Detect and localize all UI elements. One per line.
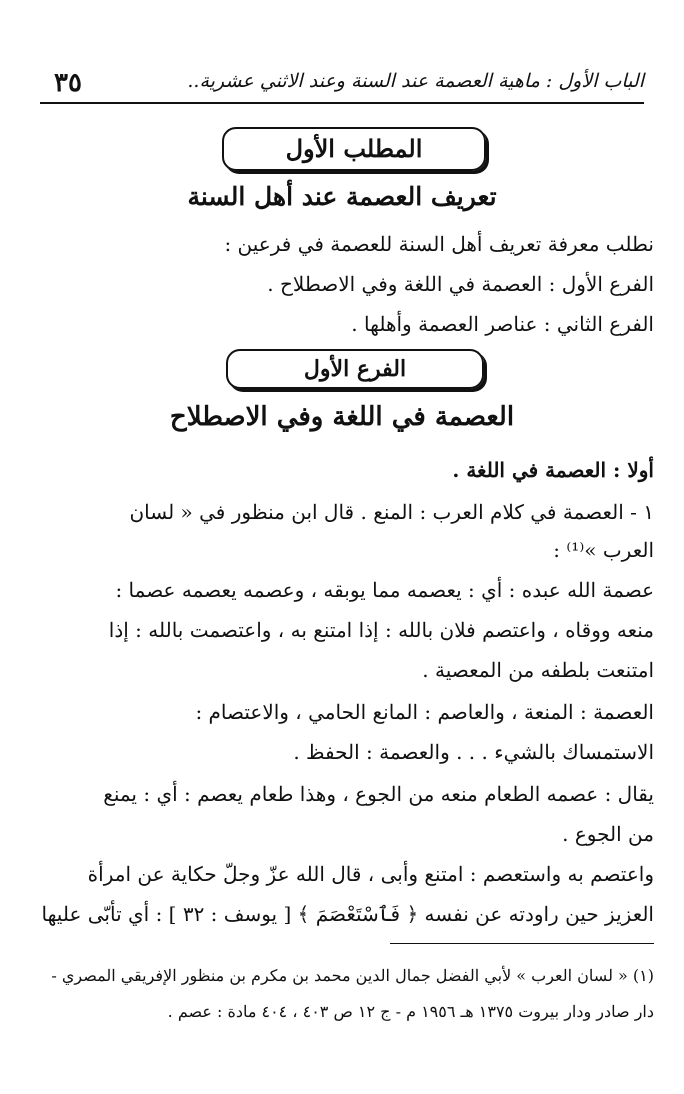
intro-line: نطلب معرفة تعريف أهل السنة للعصمة في فرعين : <box>224 232 654 256</box>
body-line: عصمة الله عبده : أي : يعصمه مما يوبقه ، وعصمه يعصمه عصما : <box>115 578 654 602</box>
running-title: الباب الأول : ماهية العصمة عند السنة وعند الاثني عشرية.. <box>187 70 644 92</box>
body-line: العصمة : المنعة ، والعاصم : المانع الحامي ، والاعتصام : <box>195 700 654 724</box>
body-line: العزيز حين راودته عن نفسه ﴿ فَٱسْتَعْصَمَ ﴾ [ يوسف : ٣٢ ] : أي تأبّى عليها <box>41 902 654 926</box>
body-line: ١ - العصمة في كلام العرب : المنع . قال ابن منظور في « لسان <box>129 500 654 524</box>
header-rule <box>40 102 644 104</box>
section-heading-language: العصمة في اللغة وفي الاصطلاح <box>169 402 515 432</box>
footnote-line: (١) « لسان العرب » لأبي الفضل جمال الدين محمد بن مكرم بن منظور الإفريقي المصري - <box>51 966 654 985</box>
intro-line: الفرع الأول : العصمة في اللغة وفي الاصطلاح . <box>267 272 654 296</box>
subheading: أولا : العصمة في اللغة . <box>452 458 654 482</box>
section-box-far: الفرع الأول <box>226 349 484 389</box>
footnote-line: دار صادر ودار بيروت ١٣٧٥ هـ ١٩٥٦ م - ج ١٢ ص ٤٠٣ ، ٤٠٤ مادة : عصم . <box>167 1002 654 1021</box>
body-line: امتنعت بلطفه من المعصية . <box>422 658 654 682</box>
page-header <box>40 62 644 112</box>
body-line: يقال : عصمه الطعام منعه من الجوع ، وهذا طعام يعصم : أي : يمنع <box>103 782 654 806</box>
page-number: ٣٥ <box>54 68 82 98</box>
section-box-matlab: المطلب الأول <box>222 127 486 171</box>
body-line: واعتصم به واستعصم : امتنع وأبى ، قال الله عزّ وجلّ حكاية عن امرأة <box>87 862 654 886</box>
footnote-rule <box>390 943 654 944</box>
body-line: العرب »⁽¹⁾ : <box>553 538 654 562</box>
section-heading-definition: تعريف العصمة عند أهل السنة <box>187 182 497 211</box>
body-line: الاستمساك بالشيء . . . والعصمة : الحفظ . <box>293 740 654 764</box>
body-line: منعه ووقاه ، واعتصم فلان بالله : إذا امتنع به ، واعتصمت بالله : إذا <box>108 618 654 642</box>
intro-line: الفرع الثاني : عناصر العصمة وأهلها . <box>351 312 654 336</box>
body-line: من الجوع . <box>562 822 654 846</box>
